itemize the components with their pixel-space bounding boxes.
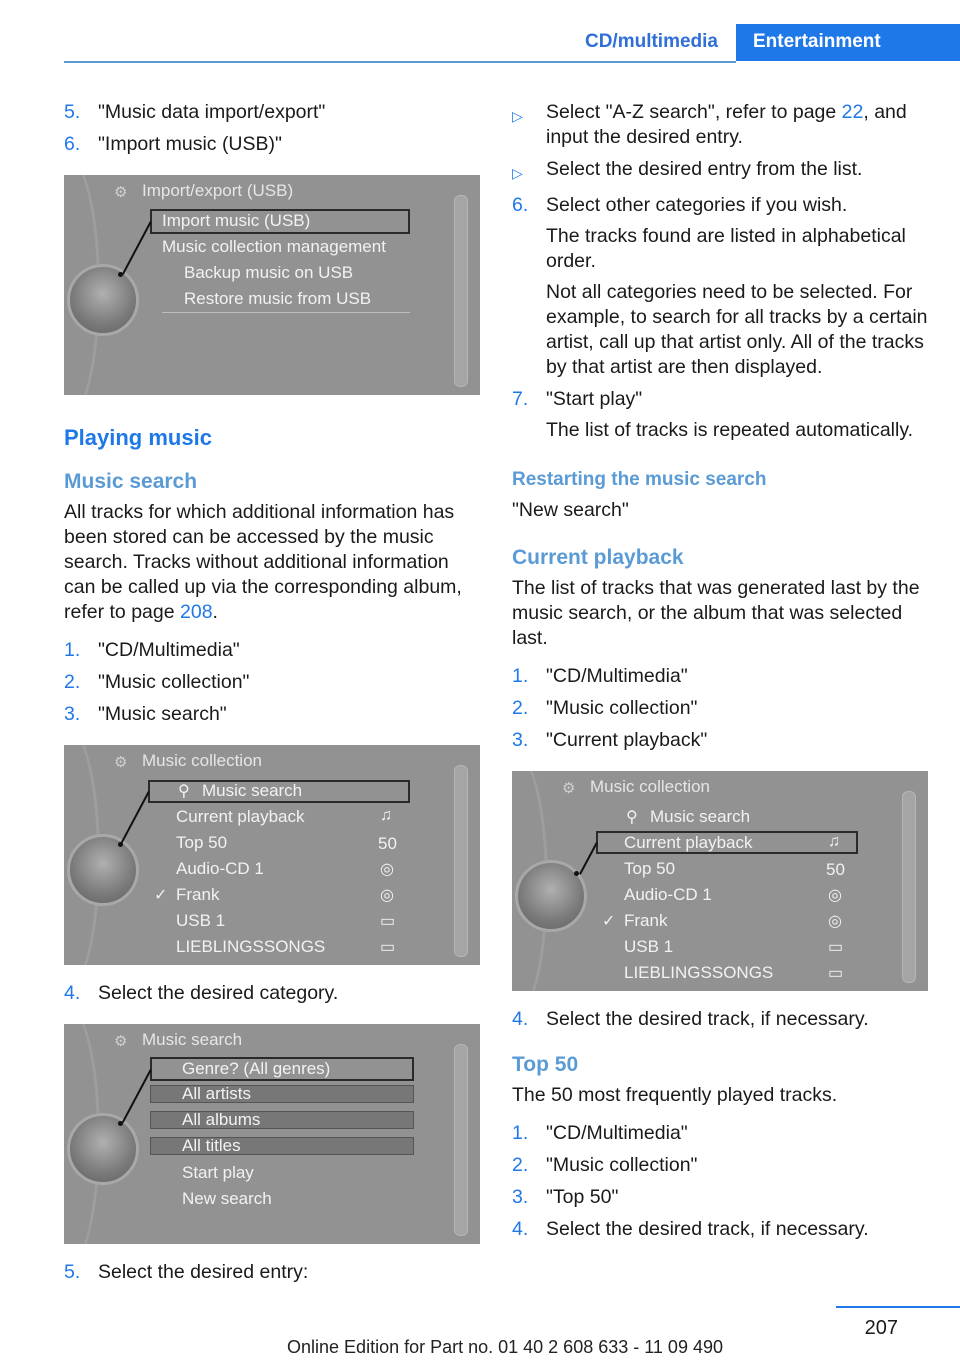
steps-current [512,664,928,753]
step-text: Select the desired track, if necessary. [546,1218,869,1240]
step-text: "CD/Multimedia" [98,639,240,661]
step-text: Select the desired category. [98,982,339,1004]
list-item [512,728,928,753]
step-body [546,193,928,380]
step-number: 1. [64,639,81,661]
list-item [512,1217,928,1242]
step-number: 5. [64,1261,81,1283]
menu-item: LIEBLINGSSONGS [176,937,326,956]
step-note: Not all categories need to be selected. For example, to search for all tracks by a certain artist, call up that artist only. All of the tracks by that artist are then displayed. [546,281,928,378]
screenshot-import-export [64,175,480,395]
step-number: 4. [512,1218,529,1240]
list-item [512,193,928,380]
folder-icon: ▭ [828,939,844,956]
step-number: 1. [512,665,529,687]
step-number: 6. [64,133,81,155]
step-text: "CD/Multimedia" [546,665,688,687]
step-number: 3. [64,703,81,725]
left-column [64,100,480,1292]
step-text: "Music collection" [546,1154,698,1176]
step-number: 3. [512,1186,529,1208]
triangle-bullet-icon: ▷ [512,108,523,124]
step-text: Select the desired track, if necessary. [546,1008,869,1030]
screenshot-music-collection [64,745,480,965]
step-text: "Music data import/export" [98,101,326,123]
list-item [512,1153,928,1178]
step-number: 2. [64,671,81,693]
callout-dot [574,871,579,876]
step-note: The list of tracks is repeated automatically. [546,419,914,441]
section-heading: Playing music [64,425,212,450]
screen-title: Music collection [590,777,710,796]
menu-item: Top 50 [624,859,676,878]
menu-item: Frank [624,911,668,930]
paragraph-text: All tracks for which additional information has been stored can be accessed by the music search. Tracks without additional information can be called up via the corresponding album, refer to page [64,501,462,623]
list-item [512,664,928,689]
step-number: 6. [512,194,529,216]
step-number: 7. [512,388,529,410]
bullet-item [512,100,928,150]
folder-icon: ▭ [380,913,396,930]
scroll-rail [902,791,916,983]
top50-count: 50 [378,834,397,853]
menu-item: Restore music from USB [184,289,372,308]
steps-top50 [512,1121,928,1242]
page-link[interactable]: 22 [841,101,864,123]
subsection-heading: Top 50 [512,1053,579,1076]
menu-item: USB 1 [176,911,226,930]
page-header [585,24,960,61]
steps-top [64,100,480,157]
bullet-text: Select the desired entry from the list. [546,158,863,180]
step-number: 5. [64,101,81,123]
edition-note: Online Edition for Part no. 01 40 2 608 633 - 11 09 490 [287,1337,723,1357]
footer-rule [836,1306,960,1308]
folder-icon: ▭ [380,939,396,956]
controller-knob [67,834,139,906]
checkmark-icon: ✓ [154,887,168,904]
menu-item: Music search [650,807,751,826]
screen-title: Music collection [142,751,262,770]
step-text: Select other categories if you wish. [546,194,848,216]
subsection-heading: Restarting the music search [512,469,767,490]
menu-item: Import music (USB) [162,211,311,230]
callout-line [122,221,152,275]
screenshot-music-search [64,1024,480,1244]
list-item [512,1007,928,1032]
bullet-item [512,157,928,186]
step-body [546,387,928,443]
paragraph: "New search" [512,499,629,521]
menu-item: Start play [182,1163,254,1182]
menu-item: Backup music on USB [184,263,354,282]
step-text: "Music collection" [98,671,250,693]
list-item [64,132,480,157]
screen-title: Music search [142,1030,243,1049]
step-text: "Import music (USB)" [98,133,282,155]
step-number: 4. [512,1008,529,1030]
list-item [64,981,480,1006]
controller-knob [67,1113,139,1185]
settings-icon: ⚙ [562,780,576,797]
callout-line [122,1069,152,1123]
list-item [512,696,928,721]
list-item [64,1260,480,1285]
triangle-bullet-icon: ▷ [512,165,523,181]
checkmark-icon: ✓ [602,913,616,930]
scroll-rail [454,1044,468,1236]
step-number: 4. [64,982,81,1004]
step-text: "Current playback" [546,729,708,751]
menu-item: Current playback [624,833,753,852]
callout-dot [118,842,123,847]
right-column [512,100,928,1249]
callout-dot [118,1121,123,1126]
step-number: 1. [512,1122,529,1144]
step-5-left [64,1260,480,1285]
menu-item: New search [182,1189,272,1208]
cd-icon: ◎ [380,861,394,878]
search-icon: ⚲ [178,783,190,800]
folder-icon: ▭ [828,965,844,982]
cd-icon: ◎ [828,913,842,930]
bullets [512,100,928,443]
step-text: "Music collection" [546,697,698,719]
menu-item: LIEBLINGSSONGS [624,963,774,982]
section-title: CD/multimedia [584,31,718,52]
menu-item: Audio-CD 1 [624,885,712,904]
step-number: 2. [512,697,529,719]
playlist-icon: ♫ [380,807,392,824]
chapter-tab: Entertainment [736,24,960,61]
cd-icon: ◎ [828,887,842,904]
settings-icon: ⚙ [114,754,128,771]
list-item [512,1185,928,1210]
callout-line [579,842,598,875]
step-text: "Start play" [546,388,643,410]
menu-item: Audio-CD 1 [176,859,264,878]
steps-mid [64,638,480,727]
step-4-right [512,1007,928,1032]
cd-icon: ◎ [380,887,394,904]
scroll-rail [454,195,468,387]
menu-item: All artists [182,1084,251,1103]
list-item [64,702,480,727]
bullet-text-b: , and input the desired entry. [546,101,907,148]
page-link[interactable]: 208 [180,601,213,623]
callout-dot [118,272,123,277]
list-item [64,670,480,695]
callout-line [120,791,150,845]
menu-item: All titles [182,1136,241,1155]
step-number: 3. [512,729,529,751]
settings-icon: ⚙ [114,1033,128,1050]
bullet-text-a: Select "A-Z search", refer to page [546,101,842,123]
playlist-icon: ♫ [828,833,840,850]
subsection-heading: Current playback [512,546,684,569]
controller-knob [67,264,139,336]
top50-count: 50 [826,860,845,879]
step-text: Select the desired entry: [98,1261,309,1283]
menu-item: USB 1 [624,937,674,956]
subsection-heading: Music search [64,470,198,493]
menu-item: Current playback [176,807,305,826]
menu-item: Genre? (All genres) [182,1059,331,1078]
paragraph: The list of tracks that was generated last by the music search, or the album that was selected last. [512,577,920,649]
settings-icon: ⚙ [114,184,128,201]
scroll-rail [454,765,468,957]
list-item [64,638,480,663]
step-text: "CD/Multimedia" [546,1122,688,1144]
step-note: The tracks found are listed in alphabetical order. [546,225,906,272]
search-icon: ⚲ [626,809,638,826]
step-text: "Music search" [98,703,227,725]
page-number: 207 [864,1317,898,1339]
paragraph: The 50 most frequently played tracks. [512,1084,838,1106]
list-item [64,100,480,125]
paragraph [64,500,480,625]
step-number: 2. [512,1154,529,1176]
step-4-left [64,981,480,1006]
step-text: "Top 50" [546,1186,619,1208]
header-rule [64,61,736,63]
menu-item: Top 50 [176,833,228,852]
paragraph-end: . [212,601,218,623]
menu-item: Frank [176,885,220,904]
screenshot-current-playback [512,771,928,991]
divider [162,312,410,313]
menu-item: All albums [182,1110,261,1129]
list-item [512,387,928,443]
list-item [512,1121,928,1146]
menu-item: Music search [202,781,303,800]
menu-item: Music collection management [162,237,386,256]
screen-title: Import/export (USB) [142,181,294,200]
bullet-text [546,100,928,150]
